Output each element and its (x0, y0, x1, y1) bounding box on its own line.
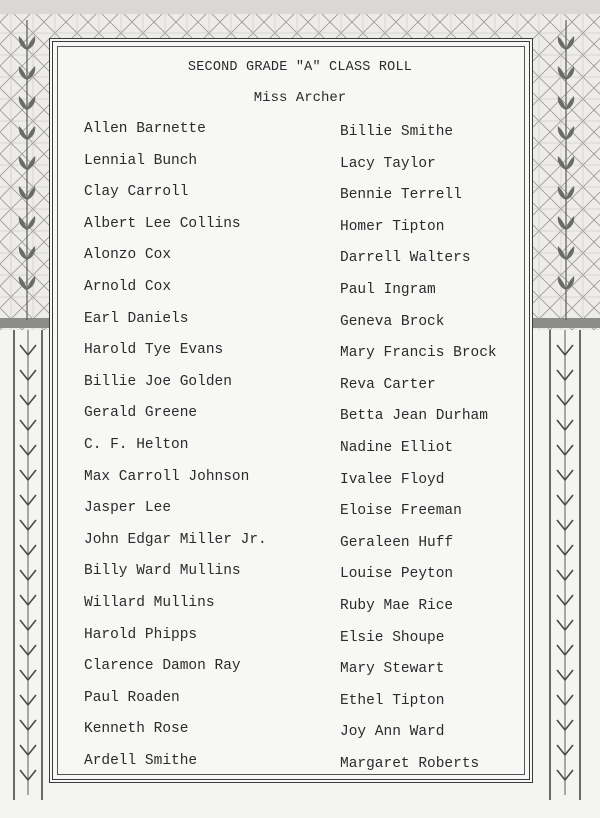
student-name: Bennie Terrell (340, 187, 462, 204)
student-name: Alonzo Cox (84, 247, 172, 264)
student-name: Ardell Smithe (84, 752, 198, 769)
student-name: Reva Carter (340, 376, 436, 393)
student-name: Eloise Freeman (340, 503, 462, 520)
student-name: Jasper Lee (84, 500, 172, 517)
student-name: Billie Smithe (340, 124, 454, 140)
student-name: Max Carroll Johnson (84, 468, 250, 485)
student-name: Earl Daniels (84, 310, 189, 327)
student-name: Homer Tipton (340, 218, 445, 235)
student-name: Elsie Shoupe (340, 629, 445, 646)
student-name: Allen Barnette (84, 121, 206, 137)
student-name: Ivalee Floyd (340, 471, 445, 488)
student-name: Kenneth Rose (84, 721, 189, 738)
student-name: Ethel Tipton (340, 692, 445, 709)
student-name: Clarence Damon Ray (84, 658, 241, 675)
student-name: Clay Carroll (84, 184, 189, 201)
student-name: Ruby Mae Rice (340, 597, 454, 614)
student-name: Billie Joe Golden (84, 373, 232, 390)
student-list-left (84, 119, 267, 782)
teacher-name: Miss Archer (253, 90, 347, 106)
student-name: Paul Roaden (84, 689, 180, 706)
student-list-right (340, 122, 497, 785)
student-name: Billy Ward Mullins (84, 563, 241, 580)
student-name: Geraleen Huff (340, 534, 454, 551)
page-title: SECOND GRADE "A" CLASS ROLL (187, 60, 413, 75)
student-name: Mary Francis Brock (340, 345, 497, 362)
student-name: Nadine Elliot (340, 439, 454, 456)
student-name: Joy Ann Ward (340, 724, 445, 741)
student-name: Gerald Greene (84, 405, 198, 422)
student-name: C. F. Helton (84, 436, 189, 453)
student-name: Margaret Roberts (340, 755, 480, 772)
student-name: Albert Lee Collins (84, 215, 241, 232)
student-name: Harold Tye Evans (84, 342, 224, 359)
student-name: Willard Mullins (84, 594, 215, 611)
student-name: Lacy Taylor (340, 155, 436, 172)
student-name: Paul Ingram (340, 281, 436, 298)
student-name: Arnold Cox (84, 278, 172, 295)
student-name: Lennial Bunch (84, 152, 198, 169)
student-name: Harold Phipps (84, 626, 198, 643)
student-name: Betta Jean Durham (340, 408, 488, 425)
student-name: Darrell Walters (340, 250, 471, 267)
student-name: John Edgar Miller Jr. (84, 531, 267, 548)
student-name: Louise Peyton (340, 566, 454, 583)
student-name: Geneva Brock (340, 313, 445, 330)
student-name: Mary Stewart (340, 661, 445, 678)
